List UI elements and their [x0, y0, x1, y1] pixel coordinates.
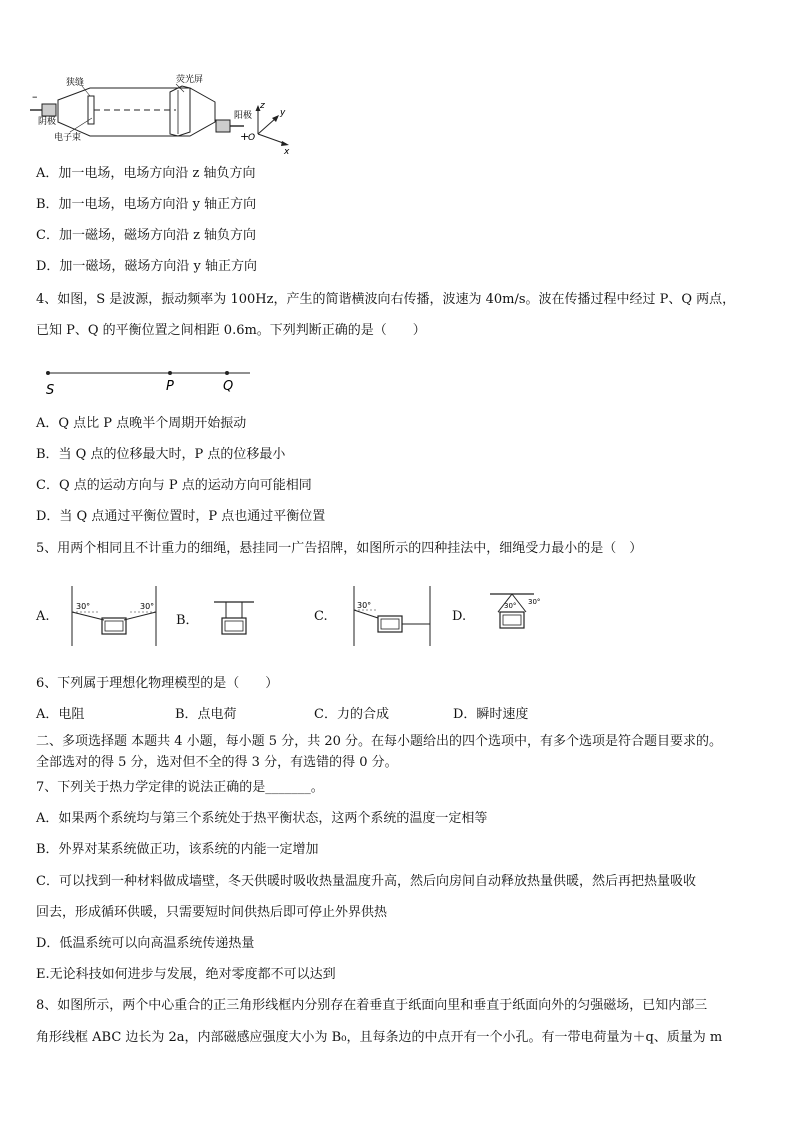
- q6-stem: 6、下列属于理想化物理模型的是（ ）: [36, 676, 279, 691]
- origin-label: O: [248, 133, 256, 143]
- q7-option-d: D．低温系统可以向高温系统传递热量: [36, 936, 255, 951]
- q5-figure-c: [348, 586, 438, 646]
- q4-option-b: B．当 Q 点的位移最大时，P 点的位移最小: [36, 447, 286, 462]
- q7-option-a: A．如果两个系统均与第三个系统处于热平衡状态，这两个系统的温度一定相等: [36, 811, 488, 826]
- cathode-ray-tube-figure: [30, 75, 300, 158]
- cathode-label: 阴极: [38, 117, 57, 127]
- q5-figure-a: [68, 586, 168, 646]
- q5-label-c: C.: [314, 609, 328, 624]
- q6-option-d: D．瞬时速度: [453, 707, 529, 722]
- axis-y: [258, 118, 276, 134]
- y-label: y: [280, 108, 286, 118]
- q7-option-b: B．外界对某系统做正功，该系统的内能一定增加: [36, 842, 319, 857]
- x-label: x: [284, 147, 290, 157]
- q8-stem-line2: 角形线框 ABC 边长为 2a，内部磁感应强度大小为 B₀，且每条边的中点开有一个小孔。有一带电荷量为＋q、质量为 m: [36, 1030, 723, 1045]
- point-q: [225, 371, 229, 375]
- q6-option-b: B．点电荷: [175, 707, 237, 722]
- beam-label: 电子束: [54, 133, 82, 143]
- q7-option-c-line2: 回去，形成循环供暖，只需要短时间供热后即可停止外界供热: [36, 905, 388, 920]
- q4-stem-line1: 4、如图，S 是波源，振动频率为 100Hz，产生的简谐横波向右传播，波速为 40m/s。波在传播过程中经过 P、Q 两点，: [36, 292, 736, 307]
- q4-option-a: A．Q 点比 P 点晚半个周期开始振动: [36, 416, 247, 431]
- tube-outline: [58, 88, 215, 136]
- point-s: [46, 371, 50, 375]
- q4-option-c: C．Q 点的运动方向与 P 点的运动方向可能相同: [36, 478, 312, 493]
- q5-figure-b: [210, 598, 260, 644]
- q3-option-c: C．加一磁场，磁场方向沿 z 轴负方向: [36, 228, 257, 243]
- q5-label-a: A.: [36, 609, 50, 624]
- label-q: Q: [223, 379, 234, 394]
- screen-label: 荧光屏: [176, 75, 204, 85]
- section2-line1: 二、多项选择题 本题共 4 小题，每小题 5 分，共 20 分。在每小题给出的四个选项中，有多个选项是符合题目要求的。: [36, 734, 723, 749]
- q3-option-b: B．加一电场，电场方向沿 y 轴正方向: [36, 197, 257, 212]
- q7-option-c-line1: C．可以找到一种材料做成墙壁，冬天供暖时吸收热量温度升高，然后向房间自动释放热量供暖，然后再把热量吸收: [36, 874, 696, 889]
- section2-line2: 全部选对的得 5 分，选对但不全的得 3 分，有选错的得 0 分。: [36, 755, 398, 770]
- q8-stem-line1: 8、如图所示，两个中心重合的正三角形线框内分别存在着垂直于纸面向里和垂直于纸面向外的匀强磁场，已知内部三: [36, 998, 708, 1013]
- q6-option-c: C．力的合成: [314, 707, 389, 722]
- slit-label: 狭缝: [66, 78, 85, 88]
- q4-option-d: D．当 Q 点通过平衡位置时，P 点也通过平衡位置: [36, 509, 326, 524]
- anode-label: 阳极: [234, 111, 253, 121]
- plus-sign: +: [240, 130, 250, 143]
- wave-line-figure: [40, 364, 260, 400]
- q7-stem: 7、下列关于热力学定律的说法正确的是_______。: [36, 780, 324, 795]
- svg-text:30°: 30°: [504, 602, 517, 610]
- svg-text:30°: 30°: [357, 601, 372, 610]
- q6-option-a: A．电阻: [36, 707, 85, 722]
- q5-stem: 5、用两个相同且不计重力的细绳，悬挂同一广告招牌，如图所示的四种挂法中，细绳受力最小的是（ ）: [36, 541, 643, 556]
- anode-electrode: [216, 120, 230, 132]
- label-s: S: [46, 383, 55, 398]
- q5-label-b: B．: [176, 613, 199, 628]
- cathode-electrode: [42, 104, 56, 116]
- svg-text:30°: 30°: [528, 598, 541, 606]
- minus-sign: –: [32, 90, 38, 103]
- q4-stem-line2: 已知 P、Q 的平衡位置之间相距 0.6m。下列判断正确的是（ ）: [36, 323, 426, 338]
- q5-label-d: D.: [452, 609, 467, 624]
- q5-figure-d: [488, 590, 558, 640]
- label-p: P: [166, 379, 174, 394]
- screen-box: [170, 86, 190, 136]
- q3-option-d: D．加一磁场，磁场方向沿 y 轴正方向: [36, 259, 258, 274]
- svg-text:30°: 30°: [140, 602, 155, 611]
- z-label: z: [260, 101, 265, 111]
- svg-text:30°: 30°: [76, 602, 91, 611]
- point-p: [168, 371, 172, 375]
- q7-option-e: E.无论科技如何进步与发展，绝对零度都不可以达到: [36, 967, 336, 982]
- q3-option-a: A．加一电场，电场方向沿 z 轴负方向: [36, 166, 256, 181]
